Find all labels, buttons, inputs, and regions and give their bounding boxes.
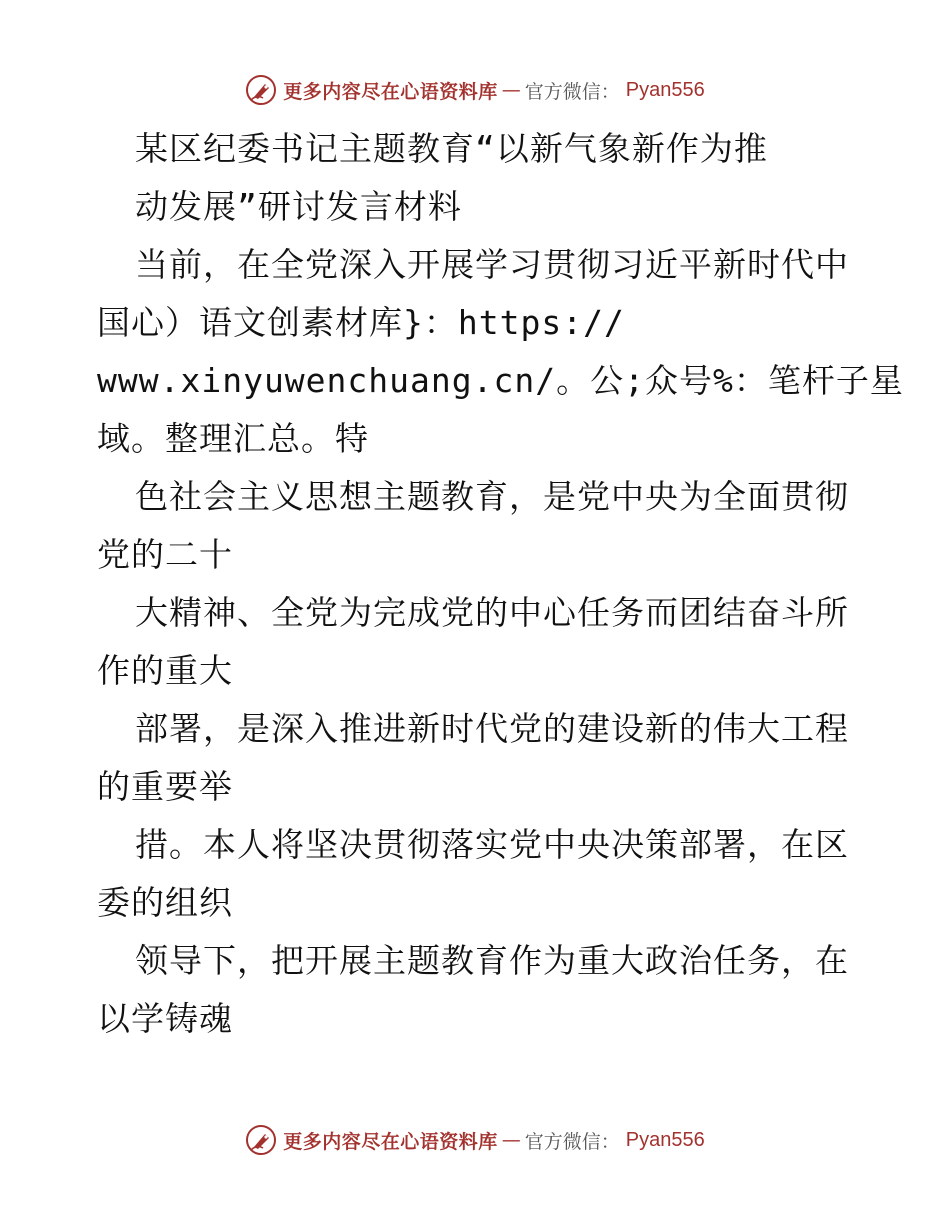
pen-nib-logo-icon xyxy=(245,1124,277,1156)
pen-nib-logo-icon xyxy=(245,74,277,106)
body-line: 某区纪委书记主题教育“以新气象新作为推 xyxy=(135,129,768,168)
header-banner xyxy=(0,70,950,110)
body-line: 的重要举 xyxy=(97,767,233,806)
body-line: www.xinyuwenchuang.cn/。公;众号%：笔杆子星 xyxy=(97,361,904,400)
banner-site-text: 更多内容尽在心语资料库 xyxy=(283,1130,498,1153)
banner-site-text: 更多内容尽在心语资料库 xyxy=(283,80,498,103)
body-line: 当前，在全党深入开展学习贯彻习近平新时代中 xyxy=(135,245,849,284)
body-line: 域。整理汇总。特 xyxy=(97,419,369,458)
footer-banner xyxy=(0,1120,950,1160)
body-line: 以学铸魂 xyxy=(97,999,233,1038)
body-line: 措。本人将坚决贯彻落实党中央决策部署，在区 xyxy=(135,825,849,864)
banner-dash: — xyxy=(501,79,521,101)
body-line: 党的二十 xyxy=(97,535,233,574)
document-body xyxy=(97,120,904,1048)
banner-wechat-label: 官方微信： xyxy=(524,1130,620,1153)
body-line: 国心）语文创素材库}：https:// xyxy=(97,303,625,342)
body-line: 委的组织 xyxy=(97,883,233,922)
body-line: 大精神、全党为完成党的中心任务而团结奋斗所 xyxy=(135,593,849,632)
body-line: 部署，是深入推进新时代党的建设新的伟大工程 xyxy=(135,709,849,748)
body-line: 作的重大 xyxy=(97,651,233,690)
body-line: 色社会主义思想主题教育，是党中央为全面贯彻 xyxy=(135,477,849,516)
banner-wechat-handle: Pyan556 xyxy=(625,1128,705,1151)
banner-wechat-label: 官方微信： xyxy=(524,80,620,103)
banner-wechat-handle: Pyan556 xyxy=(625,78,705,101)
body-line: 动发展”研讨发言材料 xyxy=(135,187,462,226)
body-line: 领导下，把开展主题教育作为重大政治任务，在 xyxy=(135,941,849,980)
banner-dash: — xyxy=(501,1129,521,1151)
